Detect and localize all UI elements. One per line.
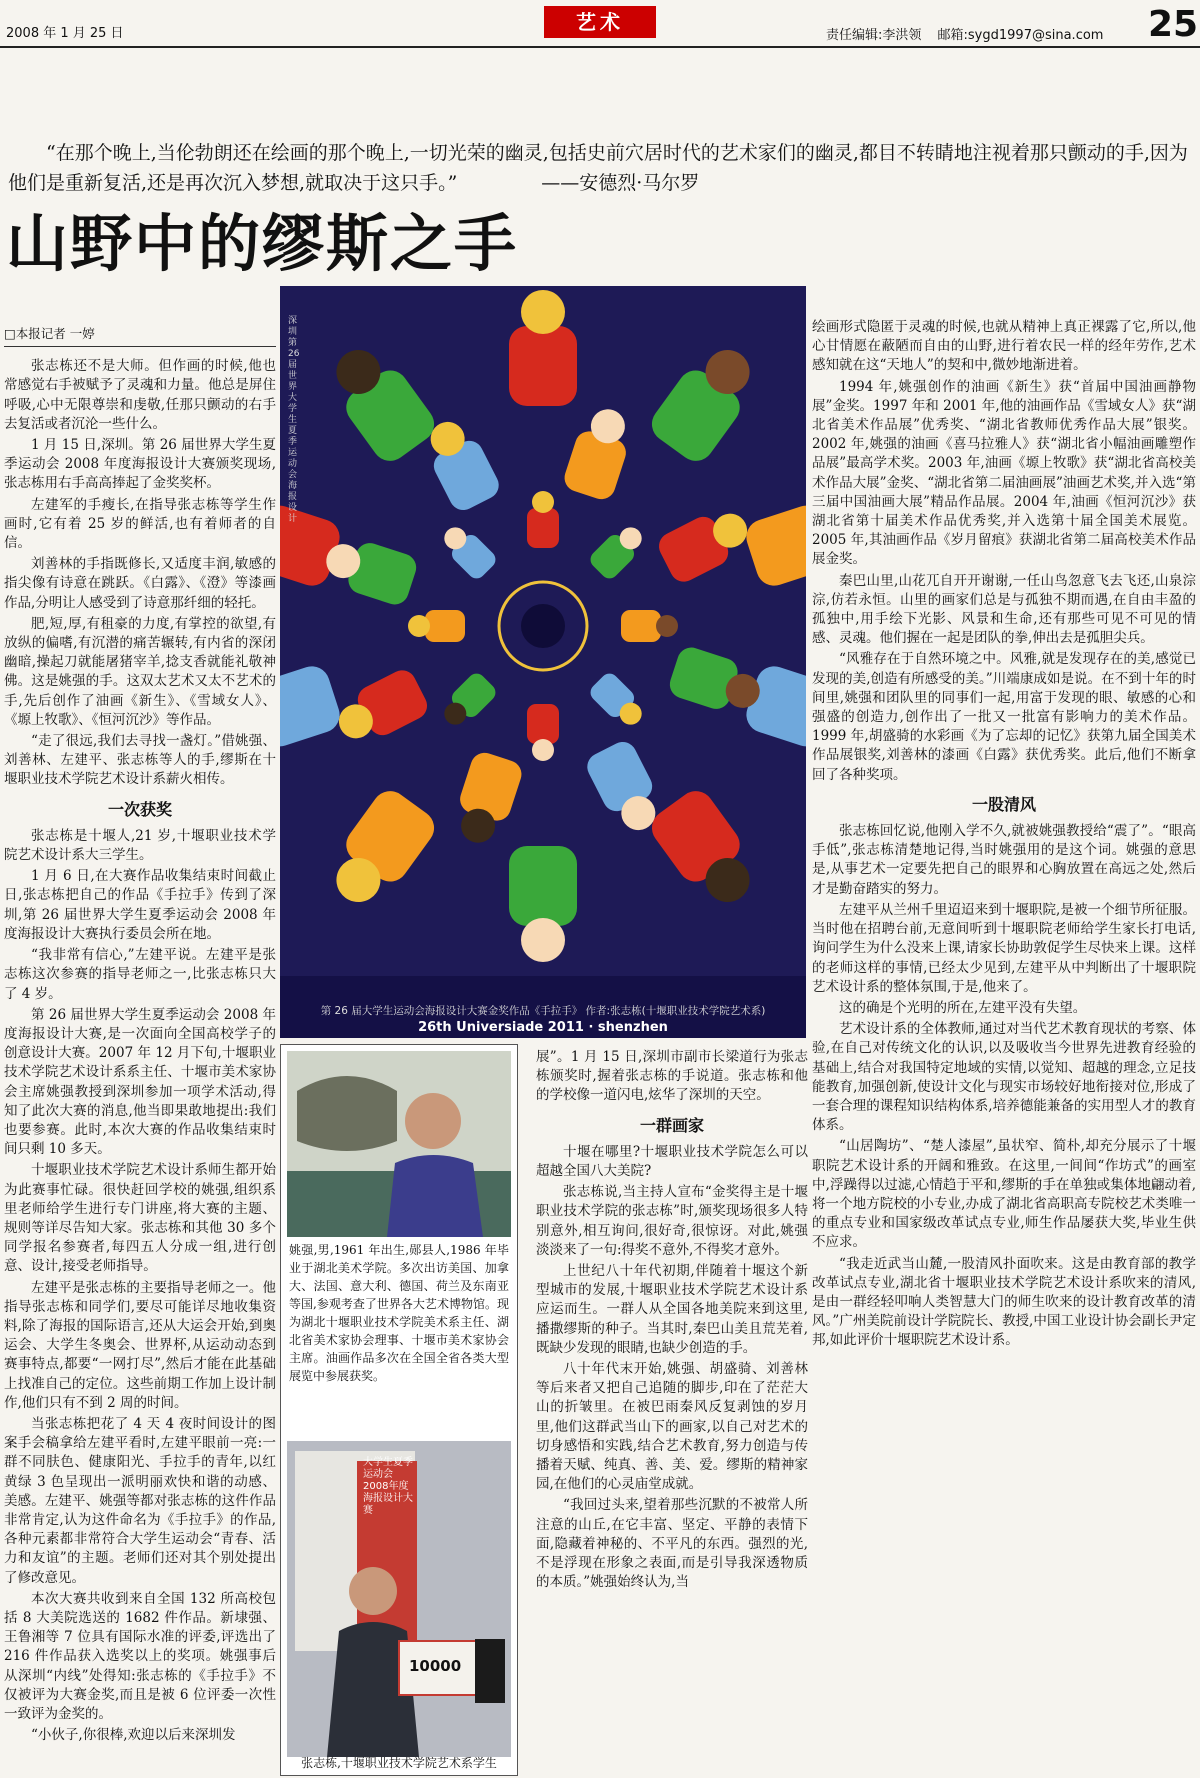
paragraph: “我非常有信心,”左建平说。左建平是张志栋这次参赛的指导老师之一,比张志栋只大了 4 岁。 xyxy=(4,947,276,1002)
quote-text: “在那个晚上,当伦勃朗还在绘画的那个晚上,一切光荣的幽灵,包括史前穴居时代的艺术家们的幽灵,都目不转睛地注视着那只颤动的手,因为他们是重新复活,还是再次沉入梦想,就取决于这只手。” xyxy=(8,142,1188,194)
paragraph: 艺术设计系的全体教师,通过对当代艺术教育现状的考察、体验,在自己对传统文化的认识,以及吸收当今世界先进教育经验的基础上,结合对我国特定地域的实情,以觉知、超越的理念,立足技能教育,加强创新,使设计文化与现实市场较好地衔接对位,形成了一套合理的课程知识结构体系,培养德能兼备的实用型人才的教育体系。 xyxy=(812,1021,1196,1134)
paragraph: 1 月 15 日,深圳。第 26 届世界大学生夏季运动会 2008 年度海报设计大赛颁奖现场,张志栋用右手高高捧起了金奖奖杯。 xyxy=(4,437,276,492)
paragraph: 张志栋还不是大师。但作画的时候,他也常感觉右手被赋予了灵魂和力量。他总是屏住呼吸,心中无限尊崇和虔敬,任那只颤动的右手去复活或者沉沦一些什么。 xyxy=(4,358,276,432)
subheading: 一次获奖 xyxy=(107,799,172,819)
subheading: 一群画家 xyxy=(639,1115,704,1135)
paragraph: 这的确是个光明的所在,左建平没有失望。 xyxy=(839,999,1087,1016)
paragraph: 左建军的手瘦长,在指导张志栋等学生作画时,它有着 25 岁的鲜活,也有着师者的自信。 xyxy=(4,496,276,552)
poster-vertical-text: 深圳第26届世界大学生夏季运动会海报设计 xyxy=(288,316,300,524)
editor-name: 责任编辑:李洪领 xyxy=(826,28,922,43)
portrait-illustration xyxy=(287,1051,511,1237)
paragraph: 刘善林的手指既修长,又适度丰润,敏感的指尖像有诗意在跳跃。《白露》、《澄》等漆画作品,分明让人感受到了诗意那纤细的轻托。 xyxy=(4,556,276,611)
award-photo-caption: 张志栋,十堰职业技术学院艺术系学生 xyxy=(301,1756,497,1770)
portrait-photo-yao-qiang xyxy=(287,1051,511,1237)
paragraph: “走了很远,我们去寻找一盏灯。”借姚强、刘善林、左建平、张志栋等人的手,缪斯在十堰职业技术学院艺术设计系薪火相传。 xyxy=(4,733,276,788)
paragraph: 绘画形式隐匿于灵魂的时候,也就从精神上真正裸露了它,所以,他心甘情愿在蔽陋而自由的山野,进行着农民一样的经年劳作,艺术感知就在这“天地人”的契和中,微妙地渐进着。 xyxy=(812,319,1196,374)
paragraph: 左建平是张志栋的主要指导老师之一。他指导张志栋和同学们,要尽可能详尽地收集资料,除了海报的国际语言,还从大运会开始,到奥运会、大学生冬奥会、世界杯,从运动动态到赛事特点,都要“一网打尽”,然后才能在此基础上找准自己的定位。这些前期工作加上设计制作,他们只有不到 2 周的时间。 xyxy=(4,1279,276,1411)
editor-email: 邮箱:sygd1997@sina.com xyxy=(937,28,1104,43)
paragraph: “我走近武当山麓,一股清风扑面吹来。这是由教育部的教学改革试点专业,湖北省十堰职业技术学院艺术设计系吹来的清风,是由一群经轻叩响人类智慧大门的师生吹来的设计教育改革的清风。”广州美院前设计学院院长、教授,中国工业设计协会副长尹定邦,如此评价十堰职院艺术设计系。 xyxy=(812,1255,1196,1349)
paragraph: 左建平从兰州千里迢迢来到十堰职院,是被一个细节所征服。当时他在招聘台前,无意间听到十堰职院老师给学生家长打电话,询问学生为什么没来上课,请家长协助敦促学生尽快来上课。这样的老师这样的事情,已经太少见到,左建平从中判断出了十堰职院艺术设计系的整体氛围,于是,他来了。 xyxy=(812,901,1196,995)
award-check-amount: 10000 xyxy=(409,1657,462,1675)
poster-brand-text: 26th Universiade 2011 · shenzhen xyxy=(418,1020,668,1035)
paragraph: 当张志栋把花了 4 天 4 夜时间设计的图案手会稿拿给左建平看时,左建平眼前一亮:一群不同肤色、健康阳光、手拉手的青年,以红黄绿 3 色呈现出一派明丽欢快和谐的动感、美感。左建平、姚强等都对张志栋的这件作品非常肯定,认为这件命名为《手拉手》的作品,各种元素都非常符合大学生运动会“青春、活力和友谊”的主题。老师们还对其个别处提出了修改意见。 xyxy=(4,1415,276,1586)
page-number: 25 xyxy=(1148,4,1199,45)
paragraph: 十堰职业技术学院艺术设计系师生都开始为此赛事忙碌。很快赶回学校的姚强,组织系里老师给学生进行专门讲座,将大赛的主题、规则等详尽告知大家。张志栋和其他 30 多个同学报名参赛者,每四五人分成一组,进行创意、设计,接受老师指导。 xyxy=(4,1162,276,1275)
paragraph: 1994 年,姚强创作的油画《新生》获“首届中国油画静物展”金奖。1997 年和 2001 年,他的油画作品《雪域女人》获“湖北省美术作品展”优秀奖、“湖北省教师优秀作品大展”银奖。2002 年,姚强的油画《喜马拉雅人》获“湖北省小幅油画雕塑作品展”最高学术奖。2003 年,油画《塬上牧歌》获“湖北省高校美术作品大展”金奖、“湖北省第二届油画展”油画艺术奖,并入选“第三届中国油画大展”精品作品展。2004 年,油画《恒河沉沙》获湖北省第十届美术作品优秀奖,并入选第十届全国美术展览。2005 年,其油画作品《岁月留痕》获湖北省第二届高校美术作品展金奖。 xyxy=(812,378,1196,568)
page-header xyxy=(0,0,1200,48)
poster-artwork xyxy=(280,286,806,1038)
paragraph: 十堰在哪里?十堰职业技术学院怎么可以超越全国八大美院? xyxy=(536,1143,808,1180)
paragraph: 展”。1 月 15 日,深圳市副市长梁道行为张志栋颁奖时,握着张志栋的手说道。张志栋和他的学校像一道闪电,炫华了深圳的天空。 xyxy=(536,1049,808,1104)
paragraph: 张志栋是十堰人,21 岁,十堰职业技术学院艺术设计系大三学生。 xyxy=(4,827,276,864)
paragraph: 本次大赛共收到来自全国 132 所高校包括 8 大美院选送的 1682 件作品。新埭强、王鲁湘等 7 位具有国际水准的评委,评选出了 216 件作品获入选奖以上的奖项。姚强事后从深圳“内线”处得知:张志栋的《手拉手》不仅被评为大赛金奖,而且是被 6 位评委一次性一致评为金奖的。 xyxy=(4,1590,276,1723)
paragraph: 张志栋回忆说,他刚入学不久,就被姚强教授给“震了”。“眼高手低”,张志栋清楚地记得,当时姚强用的是这个词。姚强的意思是,从事艺术一定要先把自己的眼界和心胸放置在高远之处,然后才是勤奋踏实的努力。 xyxy=(812,823,1196,897)
epigraph-quote xyxy=(8,138,1192,198)
paragraph: 第 26 届世界大学生夏季运动会 2008 年度海报设计大赛,是一次面向全国高校学子的创意设计大赛。2007 年 12 月下旬,十堰职业技术学院艺术设计系系主任、十堰市美术家协会主席姚强教授到深圳参加一项学术活动,得知了此次大赛的消息,他当即果敢地提出:我们也要参赛。此时,本次大赛的作品收集结束时间只剩 10 多天。 xyxy=(4,1006,276,1158)
quote-author: ——安德烈·马尔罗 xyxy=(541,172,700,194)
article-column-middle xyxy=(536,1048,808,1774)
paragraph: 八十年代末开始,姚强、胡盛骑、刘善林等后来者又把自己追随的脚步,印在了茫茫大山的折皱里。在被巴雨秦风反复剥蚀的岁月里,他们这群武当山下的画家,以自己对艺术的切身感悟和实践,结合艺术教育,努力创造与传播着天赋、纯真、善、美、爱。缪斯的精神家园,在他们的心灵庙堂成就。 xyxy=(536,1361,808,1493)
paragraph: 秦巴山里,山花兀自开开谢谢,一任山鸟忽意飞去飞还,山泉淙淙,仿若永恒。山里的画家们总是与孤独不期而遇,在自由丰盈的孤独中,用手绘下光影、风景和生命,还有那些可见不可见的情感、灵魂。他们握在一起是团队的拳,伸出去是孤胆尖兵。 xyxy=(812,572,1196,647)
paragraph: “风雅存在于自然环境之中。风雅,就是发现存在的美,感觉已发现的美,创造有所感受的美。”川端康成如是说。在不到十年的时间里,姚强和团队里的同事们一起,用富于发现的眼、敏感的心和强盛的创造力,创作出了一批又一批富有影响力的美术作品。1999 年,胡盛骑的水彩画《为了忘却的记忆》获第九届全国美术作品展银奖,刘善林的漆画《白露》获优秀奖。此后,他们不断拿回了各种奖项。 xyxy=(812,651,1196,783)
paragraph: 1 月 6 日,在大赛作品收集结束时间截止日,张志栋把自己的作品《手拉手》传到了深圳,第 26 届世界大学生夏季运动会 2008 年度海报设计大赛执行委员会所在地。 xyxy=(4,868,276,942)
award-banner-text: 大学生夏季运动会 2008年度 海报设计大赛 xyxy=(363,1457,413,1516)
editor-info xyxy=(826,24,1103,43)
paragraph: “我回过头来,望着那些沉默的不被常人所注意的山丘,在它丰富、坚定、平静的表情下面,隐藏着神秘的、不平凡的东西。强烈的光,不是浮现在形象之表面,而是引导我深透物质的本质。”姚强始终认为,当 xyxy=(536,1497,808,1591)
poster-caption: 第 26 届大学生运动会海报设计大赛金奖作品《手拉手》 作者:张志栋(十堰职业技术学院艺术系) xyxy=(320,1005,766,1017)
byline: □本报记者 一婷 xyxy=(4,324,276,347)
article-column-left xyxy=(4,324,276,1774)
subheading: 一股清风 xyxy=(971,794,1036,814)
issue-date: 2008 年 1 月 25 日 xyxy=(6,26,124,41)
article-column-right xyxy=(812,318,1196,1774)
poster-figures-illustration xyxy=(280,286,806,1038)
headline: 山野中的缪斯之手 xyxy=(6,207,519,280)
paragraph: 肥,短,厚,有租豪的力度,有掌控的欲望,有放纵的偏嗜,有沉潜的痛苦辗转,有内省的深闭幽暗,操起刀就能屠猪宰羊,捻支香就能礼敬神佛。这是姚强的手。这双太艺术又太不艺术的手,先后创作了油画《新生》、《雪域女人》、《塬上牧歌》、《恒河沉沙》等作品。 xyxy=(4,615,276,728)
paragraph: “山居陶坊”、“楚人漆屋”,虽状窄、简朴,却充分展示了十堰职院艺术设计系的开阔和雅致。在这里,一间间“作坊式”的画室中,浮躁得以过滤,心情趋于平和,缪斯的手在单独或集体地翩动着,将一个地方院校的小专业,办成了湖北省高职高专院校艺术类唯一的重点专业和国家级改革试点专业,师生作品屡获大奖,毕业生供不应求。 xyxy=(812,1138,1196,1251)
portrait-caption: 姚强,男,1961 年出生,郧县人,1986 年毕业于湖北美术学院。多次出访美国、加拿大、法国、意大利、德国、荷兰及东南亚等国,参观考查了世界各大艺术博物馆。现为湖北十堰职业技术学院美术系主任、湖北省美术家协会理事、十堰市美术家协会主席。油画作品多次在全国全省各类大型展览中参展获奖。 xyxy=(289,1243,509,1383)
paragraph: 上世纪八十年代初期,伴随着十堰这个新型城市的发展,十堰职业技术学院艺术设计系应运而生。一群人从全国各地美院来到这里,播撒缪斯的种子。当其时,秦巴山美且荒芜着,既缺少发现的眼睛,也缺少创造的手。 xyxy=(536,1263,808,1356)
section-badge: 艺术 xyxy=(544,6,656,38)
paragraph: 张志栋说,当主持人宣布“金奖得主是十堰职业技术学院的张志栋”时,颁奖现场很多人特别意外,相互询问,很好奇,很惊讶。对此,姚强淡淡来了一句:得奖不意外,不得奖才意外。 xyxy=(536,1184,808,1258)
paragraph: “小伙子,你很棒,欢迎以后来深圳发 xyxy=(31,1727,236,1744)
photo-sidebar xyxy=(280,1044,518,1776)
